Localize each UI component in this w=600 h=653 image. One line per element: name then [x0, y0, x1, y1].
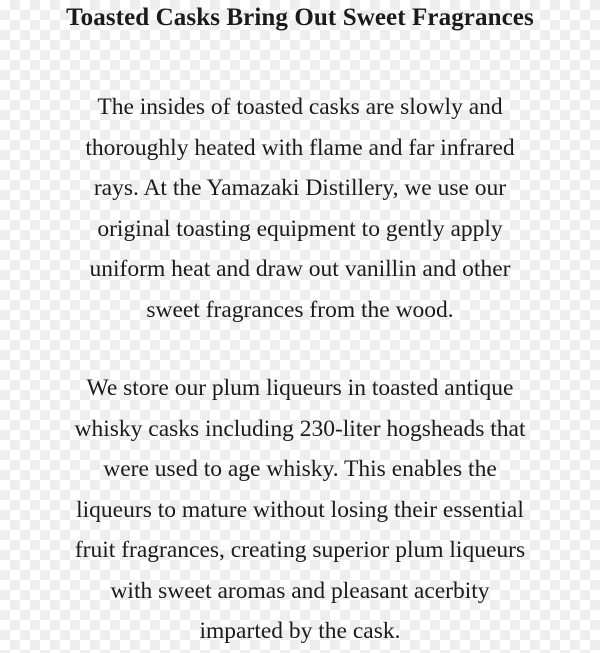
document-title: Toasted Casks Bring Out Sweet Fragrances: [66, 4, 534, 31]
paragraph-line: rays. At the Yamazaki Distillery, we use our: [93, 175, 507, 201]
paragraph-line: were used to age whisky. This enables the: [103, 456, 497, 482]
paragraph-line: whisky casks including 230-liter hogsheads that: [74, 415, 526, 442]
paragraph-line: uniform heat and draw out vanillin and other: [89, 256, 511, 282]
paragraph-line: sweet fragrances from the wood.: [146, 296, 454, 323]
paragraph-line: thoroughly heated with flame and far infrared: [85, 134, 515, 161]
paragraph-line: The insides of toasted casks are slowly and: [97, 94, 503, 120]
paragraph-plum-liqueurs: [0, 368, 600, 652]
paragraph-line: original toasting equipment to gently apply: [97, 215, 503, 242]
paragraph-line: with sweet aromas and pleasant acerbity: [110, 577, 490, 604]
paragraph-line: liqueurs to mature without losing their essential: [76, 496, 524, 523]
paragraph-toasting: [0, 87, 600, 330]
paragraph-line: We store our plum liqueurs in toasted antique: [86, 375, 514, 401]
paragraph-line: fruit fragrances, creating superior plum liqueurs: [74, 537, 526, 563]
paragraph-line: imparted by the cask.: [199, 618, 401, 644]
